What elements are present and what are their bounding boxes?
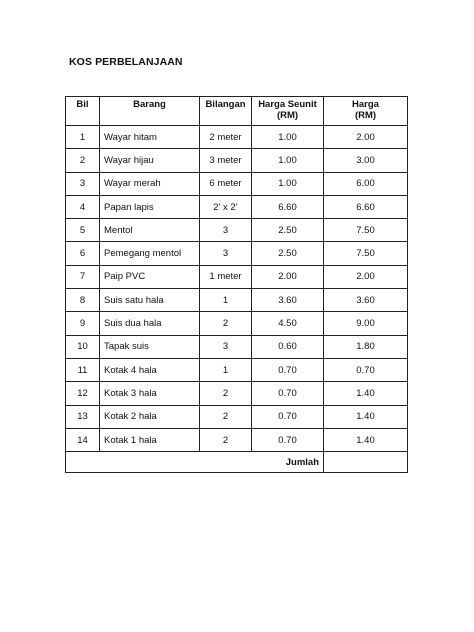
- total-value: [324, 452, 408, 473]
- cell-bil: 8: [66, 289, 100, 312]
- cell-bilangan: 2 meter: [200, 126, 252, 149]
- table-row: [66, 219, 408, 242]
- cell-bilangan: 3: [200, 242, 252, 265]
- table-row: [66, 428, 408, 451]
- cell-bil: 11: [66, 358, 100, 381]
- cell-bil: 4: [66, 195, 100, 218]
- cell-barang: Mentol: [100, 219, 200, 242]
- table-row: [66, 382, 408, 405]
- cell-barang: Kotak 4 hala: [100, 358, 200, 381]
- cell-harga-seunit: 6.60: [252, 195, 324, 218]
- cell-harga-seunit: 3.60: [252, 289, 324, 312]
- header-bilangan: Bilangan: [200, 97, 252, 126]
- header-harga: [324, 97, 408, 126]
- cell-harga-seunit: 2.50: [252, 242, 324, 265]
- table-row: [66, 312, 408, 335]
- header-harga-seunit: [252, 97, 324, 126]
- cell-harga: 1.80: [324, 335, 408, 358]
- header-harga-seunit-line2: (RM): [276, 110, 299, 121]
- header-harga-line1: Harga: [352, 99, 379, 110]
- cost-table: [65, 96, 408, 473]
- cell-bilangan: 1: [200, 289, 252, 312]
- cell-harga: 1.40: [324, 382, 408, 405]
- cell-harga: 9.00: [324, 312, 408, 335]
- cell-barang: Paip PVC: [100, 265, 200, 288]
- cell-bilangan: 2’ x 2’: [200, 195, 252, 218]
- cell-harga: 1.40: [324, 405, 408, 428]
- table-row: [66, 126, 408, 149]
- header-bil: Bil: [66, 97, 100, 126]
- cell-harga: 1.40: [324, 428, 408, 451]
- header-harga-line2: (RM): [354, 110, 377, 121]
- cell-harga: 7.50: [324, 219, 408, 242]
- table-row: [66, 195, 408, 218]
- cell-bilangan: 3: [200, 335, 252, 358]
- cell-barang: Pemegang mentol: [100, 242, 200, 265]
- cell-bilangan: 2: [200, 428, 252, 451]
- cell-bil: 7: [66, 265, 100, 288]
- cell-harga: 2.00: [324, 126, 408, 149]
- cell-bilangan: 1 meter: [200, 265, 252, 288]
- cell-harga-seunit: 1.00: [252, 172, 324, 195]
- table-row: [66, 289, 408, 312]
- cell-harga-seunit: 1.00: [252, 126, 324, 149]
- cell-barang: Kotak 3 hala: [100, 382, 200, 405]
- cell-harga: 6.00: [324, 172, 408, 195]
- cell-bilangan: 2: [200, 382, 252, 405]
- cell-harga-seunit: 0.70: [252, 428, 324, 451]
- cell-bil: 6: [66, 242, 100, 265]
- cell-bil: 9: [66, 312, 100, 335]
- cell-harga-seunit: 0.60: [252, 335, 324, 358]
- cell-harga: 7.50: [324, 242, 408, 265]
- table-body: [66, 126, 408, 473]
- table-row: [66, 358, 408, 381]
- cell-bilangan: 6 meter: [200, 172, 252, 195]
- cell-barang: Wayar merah: [100, 172, 200, 195]
- cell-harga-seunit: 0.70: [252, 358, 324, 381]
- cell-barang: Tapak suis: [100, 335, 200, 358]
- table-row: [66, 242, 408, 265]
- cell-harga: 3.60: [324, 289, 408, 312]
- cell-barang: Suis satu hala: [100, 289, 200, 312]
- cell-barang: Suis dua hala: [100, 312, 200, 335]
- cell-barang: Kotak 1 hala: [100, 428, 200, 451]
- document-title: KOS PERBELANJAAN: [69, 56, 183, 68]
- cell-barang: Kotak 2 hala: [100, 405, 200, 428]
- table-row: [66, 335, 408, 358]
- cell-harga: 2.00: [324, 265, 408, 288]
- cell-bil: 3: [66, 172, 100, 195]
- cell-harga-seunit: 2.00: [252, 265, 324, 288]
- table-row: [66, 405, 408, 428]
- cell-harga: 6.60: [324, 195, 408, 218]
- cell-bil: 12: [66, 382, 100, 405]
- header-harga-seunit-line1: Harga Seunit: [258, 99, 317, 110]
- cell-bil: 13: [66, 405, 100, 428]
- table-header-row: [66, 97, 408, 126]
- cell-barang: Wayar hijau: [100, 149, 200, 172]
- header-barang: Barang: [100, 97, 200, 126]
- cell-harga: 0.70: [324, 358, 408, 381]
- total-label: Jumlah: [66, 452, 324, 473]
- cell-bilangan: 2: [200, 405, 252, 428]
- cell-harga-seunit: 0.70: [252, 382, 324, 405]
- total-row: [66, 452, 408, 473]
- cell-bil: 1: [66, 126, 100, 149]
- table-row: [66, 265, 408, 288]
- cell-bilangan: 3: [200, 219, 252, 242]
- cell-harga-seunit: 2.50: [252, 219, 324, 242]
- cell-barang: Wayar hitam: [100, 126, 200, 149]
- cell-bilangan: 2: [200, 312, 252, 335]
- cell-bil: 2: [66, 149, 100, 172]
- cell-bil: 10: [66, 335, 100, 358]
- cell-harga-seunit: 4.50: [252, 312, 324, 335]
- cell-bilangan: 3 meter: [200, 149, 252, 172]
- cell-harga-seunit: 0.70: [252, 405, 324, 428]
- cell-harga-seunit: 1.00: [252, 149, 324, 172]
- cell-bilangan: 1: [200, 358, 252, 381]
- cell-harga: 3.00: [324, 149, 408, 172]
- table-row: [66, 149, 408, 172]
- cell-bil: 5: [66, 219, 100, 242]
- table-row: [66, 172, 408, 195]
- cell-barang: Papan lapis: [100, 195, 200, 218]
- cell-bil: 14: [66, 428, 100, 451]
